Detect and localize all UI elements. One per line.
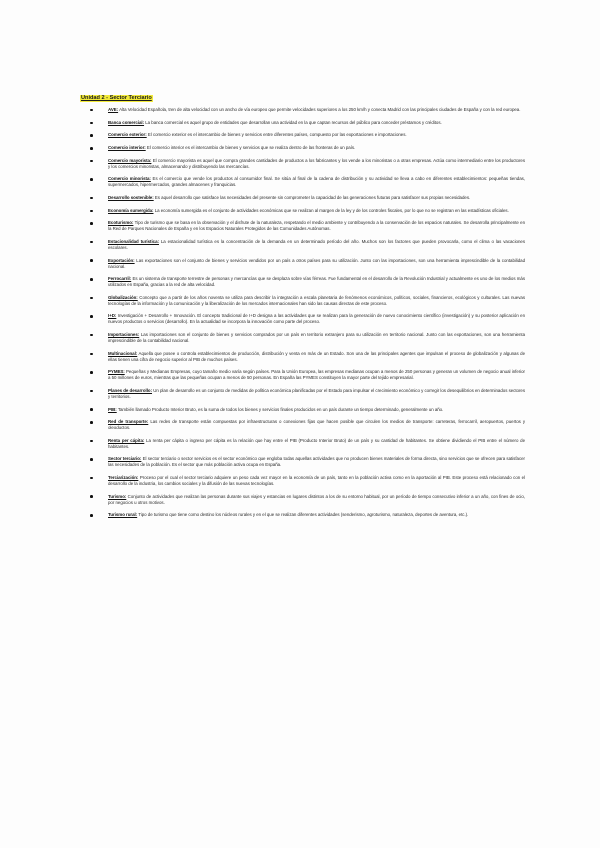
glossary-term: Comercio interior: (108, 145, 146, 151)
glossary-term: Estacionalidad turística: (108, 239, 159, 245)
glossary-item (80, 158, 525, 170)
glossary-definition: La estacionalidad turística es la concentración de la demanda en un determinado período del año. Muchos son los factores que pueden provocarla, como el clima o las vacaciones escolares. (108, 239, 526, 250)
glossary-term: I+D: (108, 313, 117, 319)
glossary-term: Globalización: (108, 294, 138, 300)
glossary-definition: El comercio mayorista es aquel que compra grandes cantidades de productos a los fabricantes y los vende a los minoristas o a otras empresas. Actúa como intermediario entre los productores y los comercios minoristas, almacenando y distribuyendo las mercancías. (108, 157, 525, 169)
glossary-term: Sector terciario: (108, 456, 142, 462)
glossary-item (80, 512, 525, 518)
document-body (80, 86, 525, 525)
glossary-item (80, 258, 525, 270)
glossary-definition: El comercio interior es el intercambio de bienes y servicios que se realiza dentro de las fronteras de un país. (146, 145, 356, 151)
glossary-term: Ferrocarril: (108, 276, 132, 282)
glossary-definition: Un plan de desarrollo es un conjunto de medidas de política económica planificadas por el Estado para impulsar el crecimiento económico y corregir los desequilibrios en determinados sectores y territorios. (108, 387, 526, 399)
glossary-definition: Tipo de turismo que se basa en la observación y el disfrute de la naturaleza, respetando el medio ambiente y contribuyendo a la conservación de los espacios naturales. Se desarrolla principalmente en la Red de Parques Nacionales de España y en los Espacios Naturales Protegidos de las Comunidades Autónomas. (108, 220, 525, 232)
glossary-term: Turismo rural: (108, 512, 138, 518)
glossary-item (80, 145, 525, 151)
glossary-term: Comercio exterior: (108, 132, 147, 138)
glossary-item (80, 239, 525, 251)
glossary-term: PYMES: (108, 369, 125, 375)
unit-title: Unidad 2 - Sector Terciario (81, 95, 152, 101)
glossary-definition: La renta per cápita o ingreso per cápita es la relación que hay entre el PIB (Producto Interior Bruto) de un país y su cantidad de habitantes. Se obtiene dividiendo el PIB entre el número de habitantes. (108, 437, 525, 449)
glossary-item (80, 195, 525, 201)
glossary-term: Comercio minorista: (108, 176, 151, 182)
glossary-item (80, 276, 525, 288)
glossary-definition: Es aquel desarrollo que satisface las necesidades del presente sin comprometer la capacidad de las generaciones futuras para satisfacer sus propias necesidades. (154, 195, 471, 201)
glossary-term: Desarrollo sostenible: (108, 195, 154, 201)
glossary-term: Renta per cápita: (108, 437, 145, 443)
glossary-definition: Alta Velocidad Española, tren de alta velocidad con un ancho de vía europeo que permite velocidades superiores a los 250 km/h y conecta Madrid con las principales ciudades de España y con la red europea. (119, 107, 521, 112)
glossary-term: Banca comercial: (108, 119, 145, 125)
glossary-item (80, 107, 525, 113)
glossary-item (80, 419, 525, 431)
glossary-item (80, 494, 525, 506)
glossary-item (80, 438, 525, 450)
glossary-list (80, 107, 525, 518)
glossary-definition: La economía sumergida es el conjunto de actividades económicas que se realizan al margen de la ley y de los controles fiscales, por lo que no se registran en las estadísticas oficiales. (154, 207, 509, 213)
glossary-term: Red de transporte: (108, 419, 149, 425)
glossary-item (80, 332, 525, 344)
glossary-definition: Aquella que posee o controla establecimientos de producción, distribución y venta en más de un Estado. Son una de las principales agentes que impulsan el proceso de globalización y algunas de ellas tienen una cifra de negocio superior al PIB de muchos países. (108, 350, 525, 362)
glossary-term: Economía sumergida: (108, 207, 154, 213)
glossary-term: Exportación: (108, 257, 135, 263)
glossary-term: Terciarización: (108, 475, 139, 481)
glossary-definition: Las redes de transporte están compuestas por infraestructuras o conexiones fijas que hacen posible que circulen los medios de transporte: carreteras, ferrocarril, aeropuertos, puertos y oleoductos. (108, 419, 525, 431)
glossary-term: Comercio mayorista: (108, 157, 152, 163)
glossary-definition: Las exportaciones son el conjunto de bienes y servicios vendidos por un país a otros países para su utilización. Junto con las importaciones, son una herramienta imprescindible de la contabilidad nacional. (108, 257, 526, 269)
glossary-item (80, 351, 525, 363)
glossary-item (80, 295, 525, 307)
glossary-term: Ecoturismo: (108, 220, 134, 226)
glossary-term: Planes de desarrollo: (108, 387, 153, 393)
glossary-item (80, 388, 525, 400)
glossary-definition: Es el comercio que vende los productos al consumidor final. Se sitúa al final de la cadena de distribución y su actividad se lleva a cabo en diferentes establecimientos: pequeñas tiendas, supermercados, hipermercados, grandes almacenes y franquicias. (108, 176, 525, 188)
glossary-definition: Proceso por el cual el sector terciario adquiere un peso cada vez mayor en la economía de un país, tanto en la población activa como en la aportación al PIB. Este proceso está relacionado con el desarrollo de la industria, los cambios sociales y la difusión de las nuevas tecnologías. (108, 475, 526, 486)
glossary-definition: La banca comercial es aquel grupo de entidades que desarrollan una actividad en la que captan recursos del público para conceder préstamos y créditos. (145, 119, 442, 125)
glossary-definition: Conjunto de actividades que realizan las personas durante sus viajes y estancias en lugares distintos a los de su entorno habitual, por un período de tiempo consecutivo inferior a un año, con fines de ocio, por negocios u otros motivos. (108, 493, 526, 505)
glossary-definition: También llamado Producto Interior Bruto, es la suma de todos los bienes y servicios finales producidos en un país durante un tiempo determinado, generalmente un año. (117, 406, 444, 412)
glossary-item (80, 120, 525, 126)
glossary-definition: El sector terciario o sector servicios es el sector económico que engloba todas aquellas actividades que no producen bienes materiales de forma directa, sino servicios que se ofrecen para satisfacer las necesidades de la población. Es el sector que más población activa ocupa en España. (108, 456, 525, 468)
glossary-item (80, 475, 525, 487)
glossary-item (80, 176, 525, 188)
glossary-item (80, 132, 525, 138)
glossary-item (80, 456, 525, 468)
glossary-definition: Las importaciones son el conjunto de bienes y servicios comprados por un país en territorio extranjero para su utilización en territorio nacional. Junto con las exportaciones, son una herramienta imprescindible de la contabilidad nacional. (108, 332, 525, 343)
glossary-item (80, 407, 525, 413)
glossary-item (80, 313, 525, 325)
glossary-definition: Investigación + Desarrollo + Innovación. El concepto tradicional de I+D designa a las actividades que se realizan para la generación de nuevo conocimiento científico (investigación) y su posterior aplicación en nuevos productos o servicios (desarrollo). En la actualidad se incorpora la innovación como parte del proceso. (108, 313, 525, 325)
glossary-definition: Concepto que a partir de los años noventa se utiliza para describir la integración a escala planetaria de fenómenos económicos, políticos, sociales, financieros, ecológicos y culturales. Las nuevas tecnologías de la información y la comunicación y la liberalización de los mercados internacionales han sido las causas directas de este proceso. (108, 294, 525, 306)
glossary-item (80, 369, 525, 381)
glossary-term: Turismo: (108, 493, 127, 499)
glossary-definition: Tipo de turismo que tiene como destino los núcleos rurales y en el que se realizan diferentes actividades (senderismo, agroturismo, naturaleza, deportes de aventura, etc.). (138, 512, 469, 518)
glossary-definition: Es un sistema de transporte terrestre de personas y mercancías que se desplaza sobre vías férreas. Fue fundamental en el desarrollo de la Revolución Industrial y actualmente es uno de los medios más utilizados en España, gracias a la red de alta velocidad. (108, 276, 525, 288)
glossary-item (80, 208, 525, 214)
glossary-term: PIB: (108, 406, 117, 412)
glossary-term: AVE: (108, 107, 119, 112)
glossary-term: Importaciones: (108, 332, 140, 338)
glossary-definition: El comercio exterior es el intercambio de bienes y servicios entre diferentes países, compuesto por las exportaciones e importaciones. (147, 132, 407, 138)
glossary-term: Multinacional: (108, 350, 138, 356)
glossary-definition: Pequeñas y Medianas Empresas, cuyo tamaño medio varía según países. Para la Unión Europea, las empresas medianas ocupan a menos de 250 personas y generan un volumen de negocio anual inferior a 50 millones de euros, mientras que las pequeñas ocupan a menos de 50 personas. En España las PYMES constituyen la mayor parte del tejido empresarial. (108, 369, 525, 381)
glossary-item (80, 220, 525, 232)
